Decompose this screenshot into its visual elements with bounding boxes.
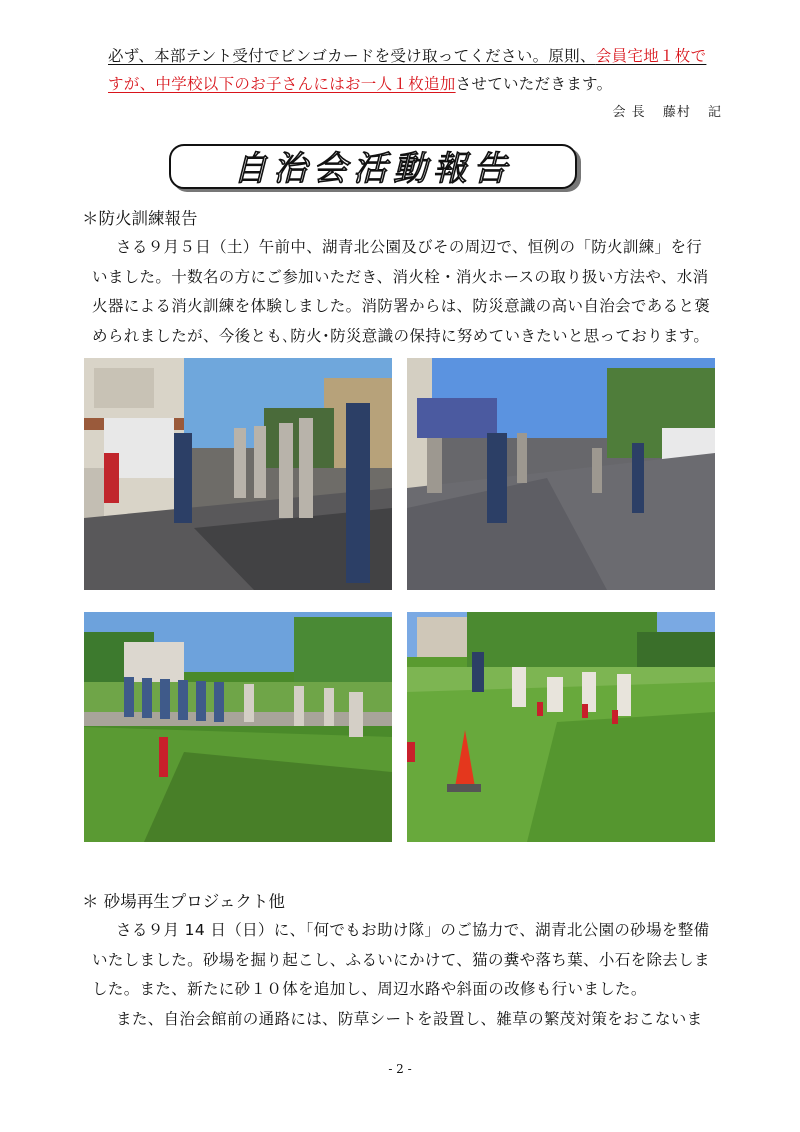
paragraph-line: められましたが、今後とも､防火･防災意識の保持に努めていきたいと思っております。 — [92, 326, 710, 345]
intro-text: させていただきます。 — [455, 75, 613, 93]
section-heading: ＊防火訓練報告 — [82, 209, 198, 228]
paragraph-line: 火器による消火訓練を体験しました。消防署からは、防災意識の高い自治会であると褒 — [92, 297, 711, 315]
banner-title: 自治会活動報告 — [233, 149, 513, 189]
paragraph-line: いたしました。砂場を掘り起こし、ふるいにかけて、猫の糞や落ち葉、小石を除去しま — [92, 950, 710, 969]
page-number: - 2 - — [388, 1062, 412, 1076]
paragraph-line: いました。十数名の方にご参加いただき、消火栓・消火ホースの取り扱い方法や、水消 — [92, 267, 709, 286]
paragraph-line: した。また、新たに砂１０体を追加し、周辺水路や斜面の改修も行いました。 — [92, 980, 647, 998]
intro-line-2 — [108, 72, 612, 94]
signature-role: 会 長 — [612, 105, 646, 120]
signature-name: 藤村 — [662, 105, 691, 120]
photo-park-lineup — [84, 612, 392, 842]
intro-text: 必ず、本部テント受付でビンゴカードを受け取ってください。原則、 — [108, 47, 596, 65]
photo-hydrant-training — [84, 358, 392, 590]
section-paragraph — [92, 916, 710, 1034]
paragraph-line: さる９月５日（土）午前中、湖青北公園及びその周辺で、恒例の「防火訓練」を行 — [116, 238, 703, 256]
section-paragraph — [92, 233, 710, 351]
photo-extinguisher-drill — [407, 612, 715, 842]
signature — [601, 101, 722, 120]
intro-highlight: すが、中学校以下のお子さんにはお一人１枚追加 — [108, 75, 456, 93]
section-heading: ＊ 砂場再生プロジェクト他 — [82, 892, 285, 911]
report-banner — [168, 143, 584, 195]
paragraph-line: さる９月 14 日（日）に、「何でもお助け隊」のご協力で、湖青北公園の砂場を整備 — [116, 921, 710, 939]
intro-line-1 — [108, 44, 706, 66]
paragraph-line: また、自治会館前の通路には、防草シートを設置し、雑草の繁茂対策をおこないま — [116, 1009, 703, 1028]
intro-highlight: 会員宅地１枚で — [595, 47, 707, 65]
signature-mark: 記 — [707, 105, 722, 120]
photo-street-training — [407, 358, 715, 590]
